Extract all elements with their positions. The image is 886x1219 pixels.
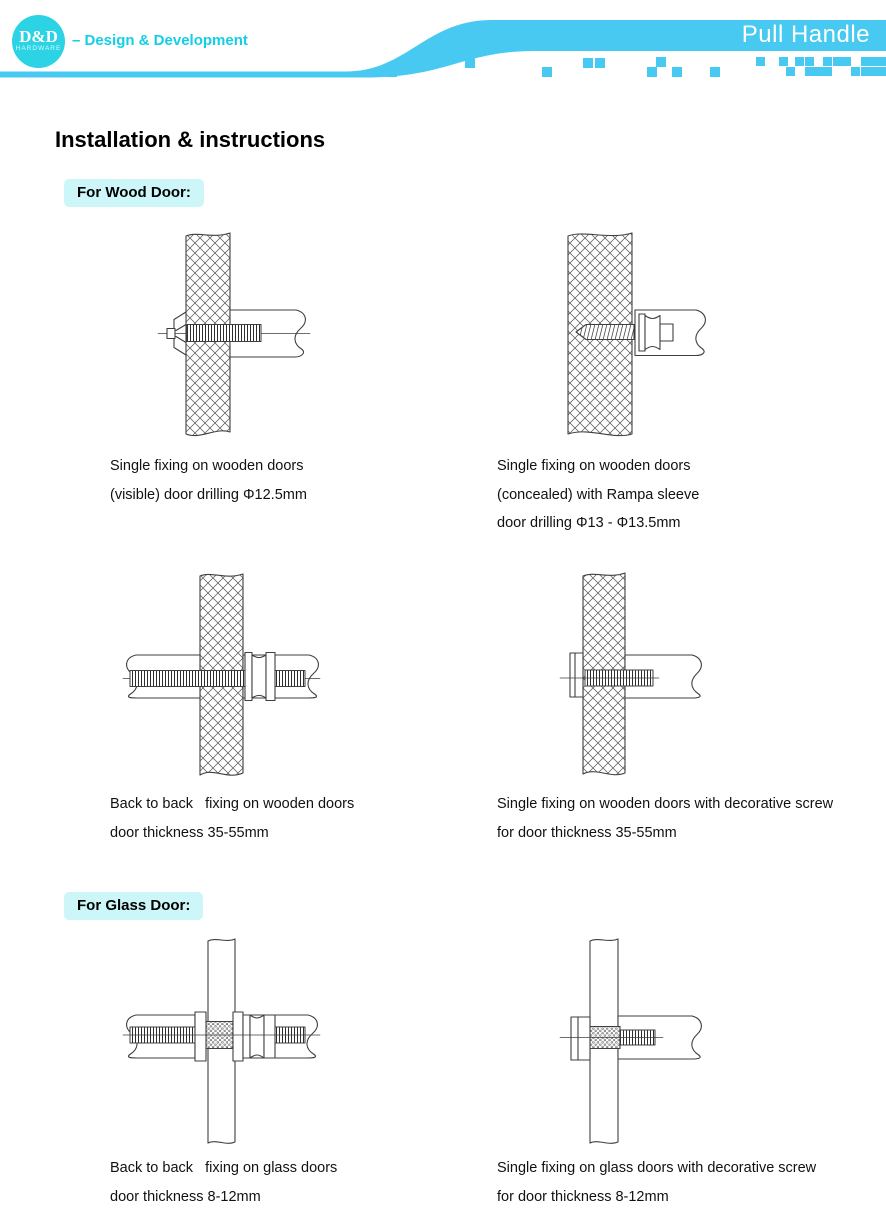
logo-subtext: HARDWARE [15, 45, 62, 52]
caption-line: door thickness 8-12mm [110, 1188, 261, 1205]
caption-wood-back-to-back [110, 790, 480, 847]
caption-line: Single fixing on wooden doors with decorative screw [497, 796, 834, 812]
caption-line: for door thickness 8-12mm [497, 1188, 669, 1205]
caption-line: Single fixing on wooden doors [497, 458, 691, 474]
wood-door-section-label: For Wood Door: [64, 179, 204, 207]
caption-wood-single-visible [110, 452, 480, 509]
caption-line: (visible) door drilling Φ12.5mm [110, 486, 307, 503]
caption-wood-single-concealed [497, 452, 877, 538]
page-title: Installation & instructions [55, 127, 326, 152]
diagram-glass-single-decorative [553, 933, 715, 1150]
caption-line: (concealed) with Rampa sleeve [497, 486, 700, 503]
diagram-glass-back-to-back [113, 933, 330, 1150]
caption-line: Back to back fixing on glass doors [110, 1160, 338, 1176]
caption-line: Back to back fixing on wooden doors [110, 796, 355, 812]
diagram-wood-single-visible [150, 228, 320, 445]
caption-line: for door thickness 35-55mm [497, 824, 677, 841]
caption-glass-back-to-back [110, 1154, 480, 1211]
caption-line: door drilling Φ13 - Φ13.5mm [497, 515, 681, 531]
caption-line: Single fixing on wooden doors [110, 458, 304, 474]
caption-line: door thickness 35-55mm [110, 824, 269, 841]
caption-glass-single-decorative [497, 1154, 877, 1211]
diagram-wood-single-concealed [555, 228, 720, 445]
product-title: Pull Handle [741, 21, 870, 48]
brand-text: – Design & Development [72, 32, 248, 49]
diagram-wood-back-to-back [113, 568, 330, 785]
caption-line: Single fixing on glass doors with decorative screw [497, 1160, 817, 1176]
dd-hardware-logo [12, 15, 65, 68]
logo-text: D&D [19, 27, 58, 46]
caption-wood-single-decorative [497, 790, 877, 847]
diagram-wood-single-decorative [553, 568, 715, 785]
glass-door-section-label: For Glass Door: [64, 892, 203, 920]
